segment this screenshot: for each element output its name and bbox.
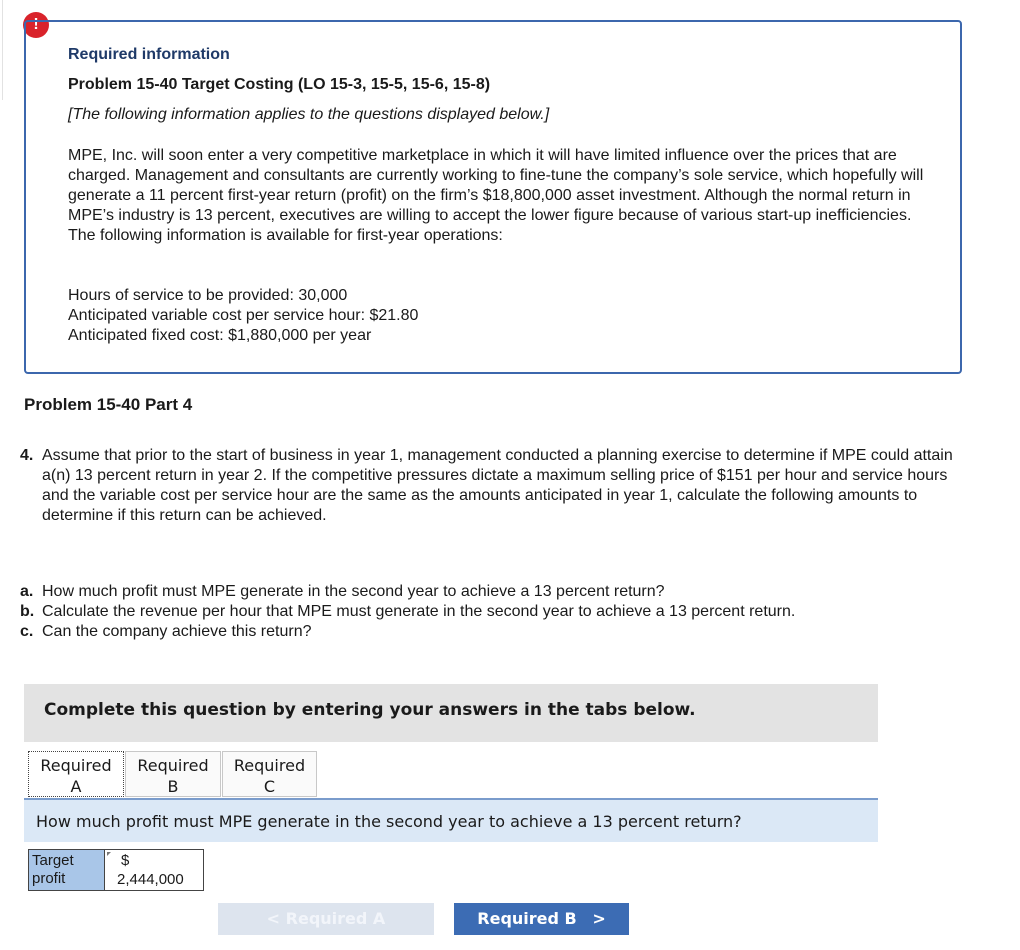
target-profit-input[interactable] [115, 850, 203, 890]
info-title: Required information [68, 46, 230, 63]
tab-required-a[interactable] [28, 751, 124, 797]
next-required-b-button[interactable] [454, 903, 629, 935]
alert-icon: ! [23, 12, 49, 38]
question-4 [20, 446, 960, 526]
info-note: [The following information applies to the questions displayed below.] [68, 106, 550, 123]
subquestion-text: How much profit must MPE generate in the second year to achieve a 13 percent return? [42, 583, 665, 600]
answer-table [28, 849, 204, 891]
subquestion-label: c. [20, 623, 34, 640]
problem-description: MPE, Inc. will soon enter a very competitive marketplace in which it will have limited influence over the prices that are charged. Management and consultants are currently working to fine-tune the company’s sole service, which hopefully will generate a 11 percent first-year return (profit) on the firm’s $18,800,000 asset investment. Although the normal return in MPE’s industry is 13 percent, executives are willing to accept the lower figure because of various start-up inefficiencies. The following information is available for first-year operations: [68, 147, 924, 244]
subquestion-label: a. [20, 583, 34, 600]
currency-symbol: $ [121, 852, 130, 869]
tab-label-line1: Required [233, 756, 306, 775]
subquestion-b [20, 602, 795, 622]
tab-required-b[interactable] [125, 751, 221, 797]
tab-label-line2: A [70, 777, 82, 796]
subquestion-label: b. [20, 603, 35, 620]
prompt-text: How much profit must MPE generate in the second year to achieve a 13 percent return? [36, 812, 742, 831]
left-panel-edge [0, 0, 3, 100]
next-button-label: Required B [477, 909, 577, 928]
subquestion-text: Calculate the revenue per hour that MPE must generate in the second year to achieve a 13 percent return. [42, 603, 796, 620]
subquestion-list [20, 582, 795, 642]
cell-corner-marker [107, 852, 111, 856]
label-line2: profit [32, 870, 66, 887]
subquestion-c [20, 622, 795, 642]
chevron-left-icon: < [266, 909, 281, 928]
prev-button-label: Required A [285, 909, 386, 928]
tab-label-line2: C [263, 777, 276, 796]
target-profit-value[interactable]: 2,444,000 [117, 871, 184, 888]
instructions-banner [24, 684, 878, 742]
previous-required-a-button[interactable] [218, 903, 434, 935]
facts-list [68, 286, 418, 346]
chevron-right-icon: > [592, 909, 606, 928]
tab-label-line1: Required [40, 756, 112, 775]
tab-required-c[interactable] [222, 751, 317, 797]
question-text: Assume that prior to the start of business in year 1, management conducted a planning exercise to determine if MPE could attain a(n) 13 percent return in year 2. If the competitive pressures dictate a maximum selling price of $151 per hour and service hours and the variable cost per service hour are the same as the amounts anticipated in year 1, calculate the following amounts to determine if this return can be achieved. [42, 447, 953, 524]
tab-label-line2: B [167, 777, 179, 796]
problem-title: Problem 15-40 Target Costing (LO 15-3, 15-5, 15-6, 15-8) [68, 76, 491, 93]
target-profit-label [29, 850, 105, 890]
fact-variable-cost: Anticipated variable cost per service hour: $21.80 [68, 307, 419, 324]
subquestion-a [20, 582, 795, 602]
part-title: Problem 15-40 Part 4 [24, 395, 193, 414]
tab-label-line1: Required [137, 756, 209, 775]
banner-text: Complete this question by entering your answers in the tabs below. [44, 700, 696, 720]
tab-prompt [24, 800, 878, 842]
fact-hours: Hours of service to be provided: 30,000 [68, 287, 348, 304]
label-line1: Target [32, 852, 74, 869]
fact-fixed-cost: Anticipated fixed cost: $1,880,000 per year [68, 327, 372, 344]
subquestion-text: Can the company achieve this return? [42, 623, 312, 640]
question-number: 4. [20, 447, 34, 464]
